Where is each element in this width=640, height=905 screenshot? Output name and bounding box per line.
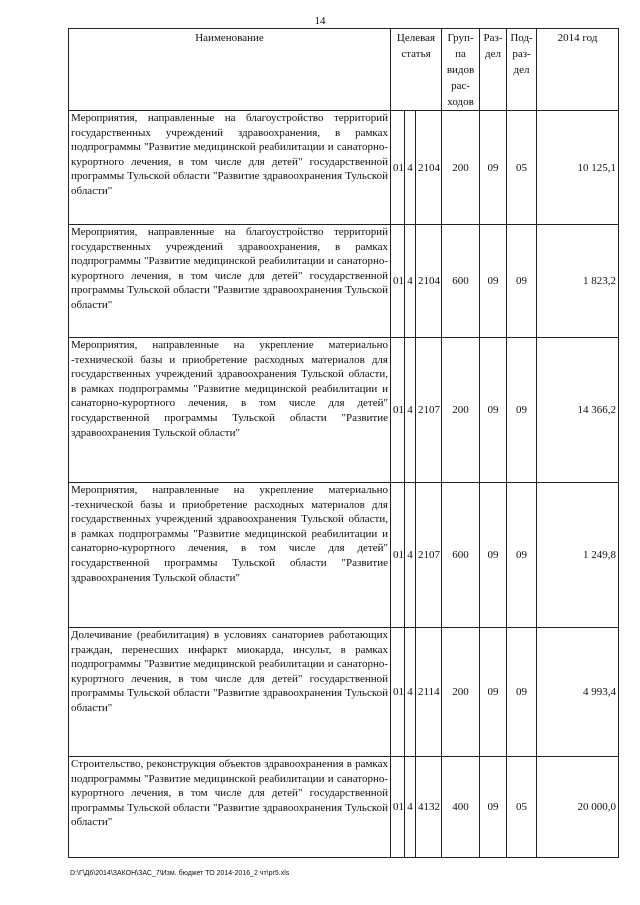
target-code-3: 2104 [416, 225, 442, 338]
section: 09 [480, 483, 507, 628]
target-code-2: 4 [405, 111, 416, 225]
section: 09 [480, 225, 507, 338]
header-row [69, 29, 619, 111]
table-row [69, 338, 619, 483]
header-subsection: Под- раз- дел [507, 29, 537, 111]
header-name: Наименование [69, 29, 391, 111]
file-path-footer: D:\Г\Д6\2014\ЗАКОН\ЗАС_7\Изм. бюджет ТО 2014-2016_2 чт\pr5.xls [70, 870, 290, 877]
target-code-3: 2104 [416, 111, 442, 225]
table-row [69, 483, 619, 628]
header-expense-group: Груп- па видов рас- ходов [442, 29, 480, 111]
target-code-1: 01 [391, 483, 405, 628]
table-row [69, 225, 619, 338]
section: 09 [480, 628, 507, 757]
row-name: Мероприятия, направленные на благоустройство территорий государственных учреждений здравоохранения, в рамках подпрограммы "Развитие медицинской реабилитации и санаторно-курортного лечения, в том числе для детей" государственной программы Тульской области "Развитие здравоохранения Тульской области" [69, 225, 391, 338]
target-code-3: 2114 [416, 628, 442, 757]
row-name: Мероприятия, направленные на укрепление материально -технической базы и приобретение расходных материалов для государственных учреждений здравоохранения Тульской области, в рамках подпрограммы "Развитие медицинской реабилитации и санаторно-курортного лечения, в том числе для детей" государственной программы Тульской области "Развитие здравоохранения Тульской области" [69, 483, 391, 628]
amount-2014: 1 823,2 [537, 225, 619, 338]
amount-2014: 20 000,0 [537, 757, 619, 858]
table-row [69, 111, 619, 225]
budget-table [68, 28, 619, 858]
target-code-3: 2107 [416, 338, 442, 483]
target-code-2: 4 [405, 338, 416, 483]
expense-group: 200 [442, 111, 480, 225]
target-code-2: 4 [405, 225, 416, 338]
target-code-2: 4 [405, 483, 416, 628]
row-name: Мероприятия, направленные на благоустройство территорий государственных учреждений здравоохранения, в рамках подпрограммы "Развитие медицинской реабилитации и санаторно-курортного лечения, в том числе для детей" государственной программы Тульской области "Развитие здравоохранения Тульской области" [69, 111, 391, 225]
section: 09 [480, 757, 507, 858]
table-row [69, 628, 619, 757]
row-name: Мероприятия, направленные на укрепление материально -технической базы и приобретение расходных материалов для государственных учреждений здравоохранения Тульской области, в рамках подпрограммы "Развитие медицинской реабилитации и санаторно-курортного лечения, в том числе для детей" государственной программы Тульской области "Развитие здравоохранения Тульской области" [69, 338, 391, 483]
page-number: 14 [314, 15, 326, 27]
section: 09 [480, 111, 507, 225]
target-code-1: 01 [391, 338, 405, 483]
amount-2014: 10 125,1 [537, 111, 619, 225]
section: 09 [480, 338, 507, 483]
row-name: Долечивание (реабилитация) в условиях санаториев работающих граждан, перенесших инфаркт миокарда, инсульт, в рамках подпрограммы "Развитие медицинской реабилитации и санаторно-курортного лечения, в том числе для детей" государственной программы Тульской области "Развитие здравоохранения Тульской области" [69, 628, 391, 757]
subsection: 09 [507, 628, 537, 757]
subsection: 09 [507, 338, 537, 483]
row-name: Строительство, реконструкция объектов здравоохранения в рамках подпрограммы "Развитие медицинской реабилитации и санаторно-курортного лечения, в том числе для детей" государственной программы Тульской области "Развитие здравоохранения Тульской области" [69, 757, 391, 858]
target-code-3: 2107 [416, 483, 442, 628]
expense-group: 400 [442, 757, 480, 858]
target-code-2: 4 [405, 628, 416, 757]
amount-2014: 14 366,2 [537, 338, 619, 483]
target-code-1: 01 [391, 757, 405, 858]
expense-group: 200 [442, 628, 480, 757]
expense-group: 200 [442, 338, 480, 483]
expense-group: 600 [442, 225, 480, 338]
header-section: Раз- дел [480, 29, 507, 111]
subsection: 05 [507, 757, 537, 858]
header-year-2014: 2014 год [537, 29, 619, 111]
header-target-article: Целевая статья [391, 29, 442, 111]
table-row [69, 757, 619, 858]
target-code-2: 4 [405, 757, 416, 858]
target-code-3: 4132 [416, 757, 442, 858]
expense-group: 600 [442, 483, 480, 628]
target-code-1: 01 [391, 111, 405, 225]
target-code-1: 01 [391, 628, 405, 757]
subsection: 09 [507, 225, 537, 338]
subsection: 05 [507, 111, 537, 225]
subsection: 09 [507, 483, 537, 628]
target-code-1: 01 [391, 225, 405, 338]
amount-2014: 4 993,4 [537, 628, 619, 757]
amount-2014: 1 249,8 [537, 483, 619, 628]
